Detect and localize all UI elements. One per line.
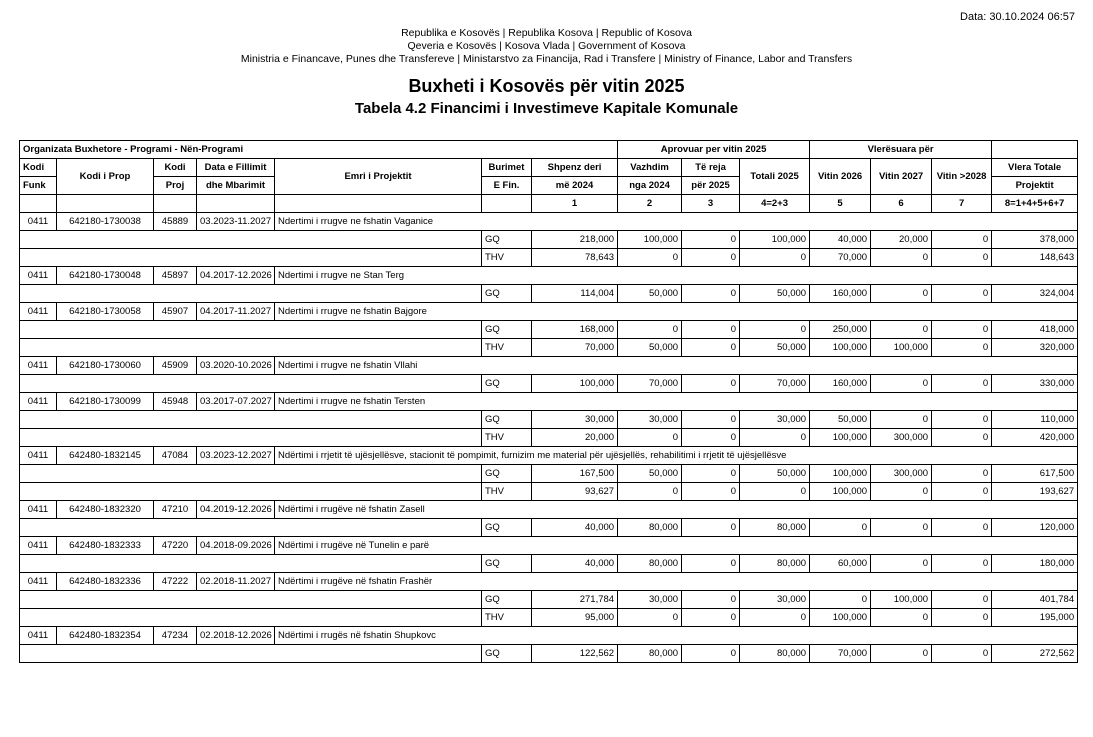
header-line-3: Ministria e Financave, Punes dhe Transfereve | Ministarstvo za Financija, Rad i Transfere | Ministry of Finance, Labor and Transfers	[240, 53, 853, 65]
org-group-header: Organizata Buxhetore - Programi - Nën-Programi	[20, 141, 618, 159]
col-number-empty	[57, 195, 154, 213]
funding-value: 168,000	[532, 321, 618, 339]
funding-row	[20, 321, 1078, 339]
funding-value: 0	[682, 519, 740, 537]
project-kodi-prop: 642180-1730099	[57, 393, 154, 411]
funding-value: 250,000	[810, 321, 871, 339]
project-row	[20, 573, 1078, 591]
funding-value: 30,000	[532, 411, 618, 429]
funding-row	[20, 591, 1078, 609]
col-vitin-2026: Vitin 2026	[810, 159, 871, 195]
col-emri: Emri i Projektit	[275, 159, 482, 195]
col-vlera-2: Projektit	[992, 177, 1078, 195]
funding-value: 0	[740, 249, 810, 267]
funding-row	[20, 555, 1078, 573]
col-burimet: Burimet	[482, 159, 532, 177]
funding-value: 193,627	[992, 483, 1078, 501]
col-kodi-proj-2: Proj	[154, 177, 197, 195]
funding-source: THV	[482, 429, 532, 447]
project-row	[20, 393, 1078, 411]
project-name: Ndertimi i rrugve ne fshatin Tersten	[275, 393, 1078, 411]
col-kodi-funk: Kodi	[20, 159, 57, 177]
funding-value: 0	[682, 465, 740, 483]
funding-value: 0	[932, 645, 992, 663]
funding-value: 0	[932, 591, 992, 609]
budget-table-body	[20, 213, 1078, 663]
funding-source: GQ	[482, 411, 532, 429]
funding-row-spacer	[20, 465, 482, 483]
funding-value: 271,784	[532, 591, 618, 609]
funding-value: 0	[682, 249, 740, 267]
funding-source: GQ	[482, 555, 532, 573]
funding-value: 167,500	[532, 465, 618, 483]
col-burimet-2: E Fin.	[482, 177, 532, 195]
print-date: Data: 30.10.2024 06:57	[960, 11, 1075, 23]
project-kodi-funk: 0411	[20, 537, 57, 555]
funding-value: 0	[682, 429, 740, 447]
funding-value: 100,000	[871, 339, 932, 357]
funding-value: 100,000	[618, 231, 682, 249]
funding-value: 272,562	[992, 645, 1078, 663]
funding-value: 60,000	[810, 555, 871, 573]
project-kodi-proj: 47084	[154, 447, 197, 465]
project-date: 04.2019-12.2026	[197, 501, 275, 519]
funding-value: 0	[682, 609, 740, 627]
header-line-2: Qeveria e Kosovës | Kosova Vlada | Government of Kosova	[407, 40, 686, 52]
funding-value: 300,000	[871, 429, 932, 447]
funding-value: 401,784	[992, 591, 1078, 609]
project-kodi-proj: 47210	[154, 501, 197, 519]
funding-value: 40,000	[532, 519, 618, 537]
funding-row-spacer	[20, 609, 482, 627]
project-kodi-funk: 0411	[20, 573, 57, 591]
project-kodi-prop: 642480-1832333	[57, 537, 154, 555]
funding-value: 148,643	[992, 249, 1078, 267]
funding-value: 0	[871, 249, 932, 267]
project-row	[20, 627, 1078, 645]
column-number-row	[20, 195, 1078, 213]
funding-row	[20, 411, 1078, 429]
funding-row-spacer	[20, 591, 482, 609]
funding-value: 30,000	[618, 411, 682, 429]
funding-value: 70,000	[740, 375, 810, 393]
project-kodi-funk: 0411	[20, 303, 57, 321]
funding-value: 0	[871, 375, 932, 393]
funding-value: 80,000	[740, 555, 810, 573]
col-te-reja-2: për 2025	[682, 177, 740, 195]
col-number-empty	[482, 195, 532, 213]
funding-value: 0	[682, 375, 740, 393]
funding-value: 50,000	[740, 285, 810, 303]
funding-value: 324,004	[992, 285, 1078, 303]
project-row	[20, 447, 1078, 465]
project-name: Ndertimi i rrugve ne fshatin Vllahi	[275, 357, 1078, 375]
funding-value: 0	[932, 465, 992, 483]
funding-value: 0	[740, 609, 810, 627]
funding-value: 100,000	[532, 375, 618, 393]
funding-value: 0	[932, 429, 992, 447]
funding-value: 0	[682, 591, 740, 609]
funding-value: 0	[810, 591, 871, 609]
page-subtitle: Tabela 4.2 Financimi i Investimeve Kapitale Komunale	[354, 100, 739, 117]
funding-source: GQ	[482, 645, 532, 663]
funding-value: 30,000	[740, 591, 810, 609]
funding-value: 80,000	[618, 555, 682, 573]
funding-value: 180,000	[992, 555, 1078, 573]
funding-row	[20, 519, 1078, 537]
project-row	[20, 501, 1078, 519]
funding-value: 70,000	[810, 249, 871, 267]
funding-value: 80,000	[618, 645, 682, 663]
funding-value: 70,000	[532, 339, 618, 357]
funding-row-spacer	[20, 285, 482, 303]
funding-value: 30,000	[618, 591, 682, 609]
funding-row-spacer	[20, 411, 482, 429]
project-row	[20, 537, 1078, 555]
funding-value: 0	[618, 321, 682, 339]
funding-row	[20, 249, 1078, 267]
col-number: 1	[532, 195, 618, 213]
funding-value: 0	[932, 411, 992, 429]
funding-value: 100,000	[740, 231, 810, 249]
funding-value: 0	[618, 249, 682, 267]
col-data: Data e Fillimit	[197, 159, 275, 177]
project-kodi-prop: 642180-1730038	[57, 213, 154, 231]
funding-value: 160,000	[810, 375, 871, 393]
funding-value: 95,000	[532, 609, 618, 627]
col-number-empty	[20, 195, 57, 213]
col-number: 6	[871, 195, 932, 213]
project-kodi-funk: 0411	[20, 213, 57, 231]
funding-value: 0	[871, 483, 932, 501]
funding-value: 0	[871, 555, 932, 573]
project-date: 03.2023-12.2027	[197, 447, 275, 465]
funding-value: 100,000	[810, 339, 871, 357]
project-date: 03.2020-10.2026	[197, 357, 275, 375]
funding-row-spacer	[20, 645, 482, 663]
funding-row	[20, 483, 1078, 501]
funding-value: 0	[932, 555, 992, 573]
project-kodi-prop: 642180-1730058	[57, 303, 154, 321]
funding-row	[20, 609, 1078, 627]
funding-value: 100,000	[810, 429, 871, 447]
project-row	[20, 357, 1078, 375]
project-kodi-proj: 47220	[154, 537, 197, 555]
col-number: 5	[810, 195, 871, 213]
funding-source: GQ	[482, 285, 532, 303]
estimated-group-header: Vlerësuara për	[810, 141, 992, 159]
project-name: Ndërtimi i rrugës në fshatin Shupkovc	[275, 627, 1078, 645]
funding-value: 0	[932, 249, 992, 267]
funding-value: 0	[682, 321, 740, 339]
project-kodi-funk: 0411	[20, 267, 57, 285]
budget-table	[19, 140, 1078, 663]
funding-value: 0	[618, 429, 682, 447]
funding-value: 0	[932, 375, 992, 393]
project-kodi-proj: 45907	[154, 303, 197, 321]
project-kodi-prop: 642480-1832336	[57, 573, 154, 591]
funding-value: 70,000	[618, 375, 682, 393]
funding-value: 0	[932, 609, 992, 627]
col-vlera: Vlera Totale	[992, 159, 1078, 177]
funding-source: GQ	[482, 321, 532, 339]
project-kodi-proj: 45897	[154, 267, 197, 285]
project-row	[20, 267, 1078, 285]
funding-value: 0	[871, 321, 932, 339]
project-name: Ndërtimi i rrugëve në fshatin Zasell	[275, 501, 1078, 519]
col-vazhdim-2: nga 2024	[618, 177, 682, 195]
col-number-empty	[275, 195, 482, 213]
funding-value: 195,000	[992, 609, 1078, 627]
funding-value: 0	[932, 519, 992, 537]
col-totali: Totali 2025	[740, 159, 810, 195]
funding-value: 0	[871, 609, 932, 627]
funding-row-spacer	[20, 231, 482, 249]
project-name: Ndertimi i rrugve ne fshatin Vaganice	[275, 213, 1078, 231]
funding-source: GQ	[482, 519, 532, 537]
project-kodi-funk: 0411	[20, 357, 57, 375]
col-kodi-prop: Kodi i Prop	[57, 159, 154, 195]
funding-row-spacer	[20, 519, 482, 537]
project-kodi-proj: 47222	[154, 573, 197, 591]
funding-source: GQ	[482, 231, 532, 249]
col-te-reja: Të reja	[682, 159, 740, 177]
funding-value: 0	[682, 645, 740, 663]
col-kodi-proj: Kodi	[154, 159, 197, 177]
project-name: Ndërtimi i rrugëve në fshatin Frashër	[275, 573, 1078, 591]
project-name: Ndërtimi i rrjetit të ujësjellësve, stacionit të pompimit, furnizim me material për ujësjellës, rehabilitimi i rrjetit të ujësjellësve	[275, 447, 1078, 465]
funding-value: 0	[682, 231, 740, 249]
funding-value: 30,000	[740, 411, 810, 429]
funding-value: 0	[932, 483, 992, 501]
funding-source: THV	[482, 483, 532, 501]
funding-value: 0	[682, 339, 740, 357]
funding-row	[20, 285, 1078, 303]
funding-value: 218,000	[532, 231, 618, 249]
funding-value: 300,000	[871, 465, 932, 483]
col-number: 4=2+3	[740, 195, 810, 213]
funding-value: 160,000	[810, 285, 871, 303]
funding-value: 50,000	[740, 339, 810, 357]
funding-value: 70,000	[810, 645, 871, 663]
funding-value: 0	[932, 285, 992, 303]
project-date: 03.2017-07.2027	[197, 393, 275, 411]
project-date: 02.2018-11.2027	[197, 573, 275, 591]
col-number: 2	[618, 195, 682, 213]
funding-source: THV	[482, 339, 532, 357]
funding-value: 120,000	[992, 519, 1078, 537]
funding-row	[20, 645, 1078, 663]
funding-value: 0	[682, 483, 740, 501]
col-number-empty	[154, 195, 197, 213]
project-row	[20, 303, 1078, 321]
col-number: 3	[682, 195, 740, 213]
funding-source: GQ	[482, 465, 532, 483]
funding-value: 0	[618, 483, 682, 501]
col-shpenz: Shpenz deri	[532, 159, 618, 177]
project-kodi-prop: 642180-1730048	[57, 267, 154, 285]
project-row	[20, 213, 1078, 231]
funding-source: THV	[482, 609, 532, 627]
funding-value: 40,000	[810, 231, 871, 249]
funding-value: 78,643	[532, 249, 618, 267]
funding-row	[20, 465, 1078, 483]
funding-value: 50,000	[618, 339, 682, 357]
project-kodi-funk: 0411	[20, 393, 57, 411]
funding-row-spacer	[20, 429, 482, 447]
project-kodi-proj: 45909	[154, 357, 197, 375]
col-vazhdim: Vazhdim	[618, 159, 682, 177]
col-number: 8=1+4+5+6+7	[992, 195, 1078, 213]
funding-value: 0	[682, 285, 740, 303]
col-number: 7	[932, 195, 992, 213]
project-kodi-prop: 642480-1832354	[57, 627, 154, 645]
funding-value: 100,000	[871, 591, 932, 609]
col-number-empty	[197, 195, 275, 213]
funding-value: 0	[871, 411, 932, 429]
project-kodi-prop: 642480-1832145	[57, 447, 154, 465]
funding-value: 0	[871, 645, 932, 663]
funding-source: THV	[482, 249, 532, 267]
funding-row	[20, 375, 1078, 393]
funding-value: 378,000	[992, 231, 1078, 249]
project-date: 04.2017-12.2026	[197, 267, 275, 285]
funding-value: 0	[740, 483, 810, 501]
funding-row-spacer	[20, 321, 482, 339]
funding-row-spacer	[20, 483, 482, 501]
funding-row-spacer	[20, 375, 482, 393]
funding-value: 0	[682, 555, 740, 573]
project-kodi-funk: 0411	[20, 447, 57, 465]
col-data-2: dhe Mbarimit	[197, 177, 275, 195]
project-name: Ndertimi i rrugve ne fshatin Bajgore	[275, 303, 1078, 321]
project-date: 04.2018-09.2026	[197, 537, 275, 555]
funding-value: 80,000	[740, 645, 810, 663]
col-shpenz-2: më 2024	[532, 177, 618, 195]
funding-value: 50,000	[618, 285, 682, 303]
funding-row	[20, 231, 1078, 249]
header-line-1: Republika e Kosovës | Republika Kosova | Republic of Kosova	[401, 27, 692, 39]
project-kodi-funk: 0411	[20, 627, 57, 645]
funding-value: 80,000	[740, 519, 810, 537]
funding-value: 418,000	[992, 321, 1078, 339]
col-kodi-funk-2: Funk	[20, 177, 57, 195]
funding-value: 0	[740, 429, 810, 447]
page-title: Buxheti i Kosovës për vitin 2025	[408, 76, 685, 96]
funding-value: 0	[682, 411, 740, 429]
project-kodi-funk: 0411	[20, 501, 57, 519]
funding-value: 50,000	[618, 465, 682, 483]
funding-row	[20, 429, 1078, 447]
project-kodi-proj: 47234	[154, 627, 197, 645]
col-vitin-2027: Vitin 2027	[871, 159, 932, 195]
funding-value: 0	[871, 285, 932, 303]
funding-value: 110,000	[992, 411, 1078, 429]
funding-value: 100,000	[810, 465, 871, 483]
funding-value: 0	[932, 231, 992, 249]
funding-row	[20, 339, 1078, 357]
funding-value: 0	[618, 609, 682, 627]
funding-row-spacer	[20, 555, 482, 573]
approved-group-header: Aprovuar per vitin 2025	[618, 141, 810, 159]
funding-value: 320,000	[992, 339, 1078, 357]
project-date: 03.2023-11.2027	[197, 213, 275, 231]
column-header-row-1	[20, 159, 1078, 177]
funding-value: 80,000	[618, 519, 682, 537]
project-kodi-prop: 642480-1832320	[57, 501, 154, 519]
funding-value: 114,004	[532, 285, 618, 303]
funding-value: 0	[932, 339, 992, 357]
project-name: Ndërtimi i rrugëve në Tunelin e parë	[275, 537, 1078, 555]
funding-value: 100,000	[810, 609, 871, 627]
funding-value: 0	[871, 519, 932, 537]
funding-value: 40,000	[532, 555, 618, 573]
funding-value: 50,000	[740, 465, 810, 483]
project-name: Ndertimi i rrugve ne Stan Terg	[275, 267, 1078, 285]
funding-value: 0	[932, 321, 992, 339]
group-header-row	[20, 141, 1078, 159]
funding-row-spacer	[20, 249, 482, 267]
funding-source: GQ	[482, 591, 532, 609]
funding-value: 20,000	[532, 429, 618, 447]
funding-value: 420,000	[992, 429, 1078, 447]
funding-value: 50,000	[810, 411, 871, 429]
funding-value: 122,562	[532, 645, 618, 663]
funding-value: 93,627	[532, 483, 618, 501]
funding-value: 617,500	[992, 465, 1078, 483]
project-date: 04.2017-11.2027	[197, 303, 275, 321]
col-vitin-2028: Vitin >2028	[932, 159, 992, 195]
funding-value: 0	[810, 519, 871, 537]
project-kodi-proj: 45889	[154, 213, 197, 231]
funding-value: 100,000	[810, 483, 871, 501]
funding-row-spacer	[20, 339, 482, 357]
empty-group-header	[992, 141, 1078, 159]
project-kodi-prop: 642180-1730060	[57, 357, 154, 375]
funding-value: 330,000	[992, 375, 1078, 393]
funding-value: 0	[740, 321, 810, 339]
funding-source: GQ	[482, 375, 532, 393]
funding-value: 20,000	[871, 231, 932, 249]
project-kodi-proj: 45948	[154, 393, 197, 411]
project-date: 02.2018-12.2026	[197, 627, 275, 645]
